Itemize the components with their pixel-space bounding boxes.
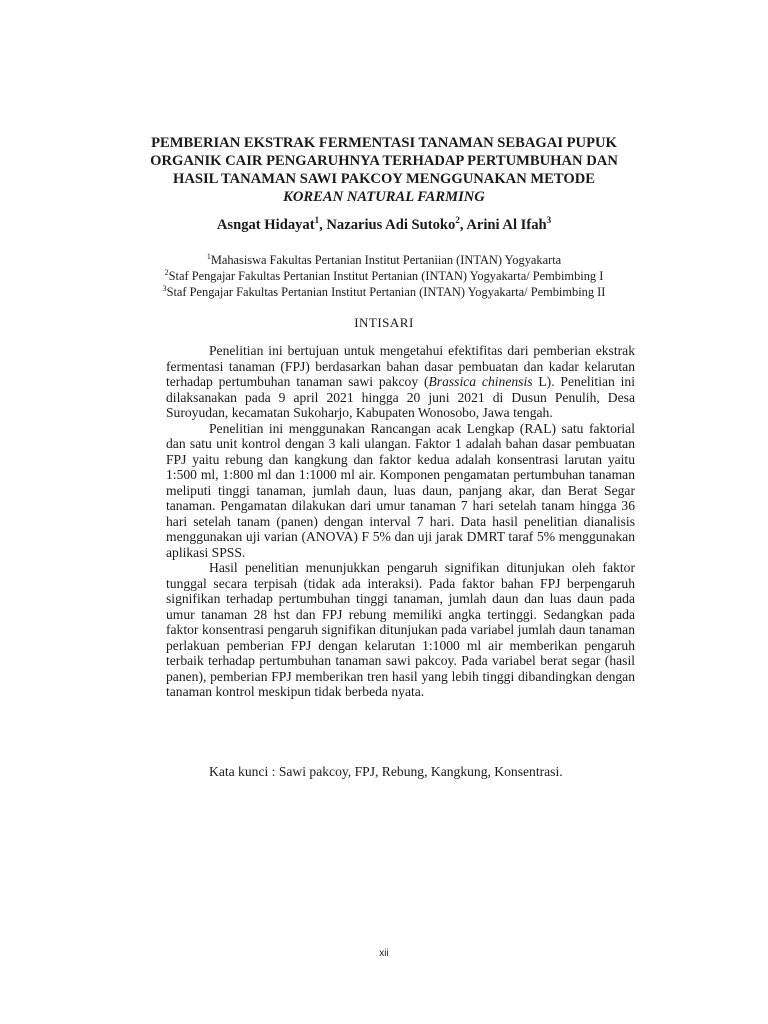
affiliation-text: Staf Pengajar Fakultas Pertanian Institut Pertanian (INTAN) Yogyakarta/ Pembimbing II	[166, 285, 606, 299]
abstract-paragraph	[166, 343, 635, 421]
abstract-text: Penelitian ini bertujuan untuk mengetahui efektifitas dari pemberian ekstrak fermentasi tanaman (FPJ) berdasarkan bahan dasar pembuatan dan kadar kelarutan terhadap pertumbuhan tanaman sawi pakcoy (	[166, 343, 635, 389]
paper-title	[150, 134, 618, 206]
species-name: Brassica chinensis	[428, 374, 533, 389]
page-number: xii	[379, 948, 389, 959]
title-line-4: KOREAN NATURAL FARMING	[283, 189, 485, 205]
title-line-3: HASIL TANAMAN SAWI PAKCOY MENGGUNAKAN METODE	[172, 171, 596, 187]
affiliation-superscript: 3	[162, 283, 167, 293]
author-name: Nazarius Adi Sutoko	[326, 217, 456, 233]
abstract-paragraph: Hasil penelitian menunjukkan pengaruh signifikan ditunjukan oleh faktor tunggal secara terpisah (tidak ada interaksi). Pada faktor bahan FPJ berpengaruh signifikan terhadap pertumbuhan tinggi tanaman, jumlah daun dan luas daun pada umur tanaman 28 hst dan FPJ rebung memiliki angka tertinggi. Sedangkan pada faktor konsentrasi pengaruh signifikan ditunjukan pada variabel jumlah daun tanaman perlakuan pemberian FPJ dengan kelarutan 1:1000 ml air memberikan pengaruh terbaik terhadap pertumbuhan tanaman sawi pakcoy. Pada variabel berat segar (hasil panen), pemberian FPJ memberikan tren hasil yang lebih tinggi dibandingkan dengan tanaman kontrol meskipun tidak berbeda nyata.	[166, 560, 635, 699]
affiliation-line	[120, 284, 648, 300]
abstract-body	[166, 343, 635, 700]
affiliation-superscript: 2	[164, 267, 169, 277]
author-separator: ,	[319, 217, 327, 233]
author-superscript: 1	[314, 215, 320, 226]
title-line-1: PEMBERIAN EKSTRAK FERMENTASI TANAMAN SEBAGAI PUPUK	[151, 135, 617, 151]
title-line-2: ORGANIK CAIR PENGARUHNYA TERHADAP PERTUMBUHAN DAN	[150, 153, 618, 169]
affiliation-list	[120, 252, 648, 300]
author-list	[150, 215, 618, 235]
abstract-paragraph: Penelitian ini menggunakan Rancangan acak Lengkap (RAL) satu faktorial dan satu unit kontrol dengan 3 kali ulangan. Faktor 1 adalah bahan dasar pembuatan FPJ yaitu rebung dan kangkung dan faktor kedua adalah konsentrasi larutan yaitu 1:500 ml, 1:800 ml dan 1:1000 ml air. Komponen pengamatan pertumbuhan tanaman meliputi tinggi tanaman, jumlah daun, luas daun, panjang akar, dan Berat Segar tanaman. Pengamatan dilakukan dari umur tanaman 7 hari setelah tanam hingga 36 hari setelah tanam (panen) dengan interval 7 hari. Data hasil penelitian dianalisis menggunakan uji varian (ANOVA) F 5% dan uji jarak DMRT taraf 5% menggunakan aplikasi SPSS.	[166, 420, 635, 560]
affiliation-superscript: 1	[206, 251, 211, 261]
affiliation-line	[120, 252, 648, 268]
author-superscript: 3	[546, 215, 552, 226]
author-separator: ,	[459, 217, 467, 233]
abstract-heading: INTISARI	[354, 315, 414, 330]
author-superscript: 2	[455, 215, 460, 226]
affiliation-line	[120, 268, 648, 284]
abstract-text: L). Penelitian ini dilaksanakan pada 9 april 2021 hingga 20 juni 2021 di Dusun Penulih, Desa Suroyudan, kecamatan Sukoharjo, Kabupaten Wonosobo, Jawa tengah.	[166, 374, 635, 420]
author-name: Asngat Hidayat	[216, 217, 315, 233]
author-name: Arini Al Ifah	[466, 217, 547, 233]
keywords-line: Kata kunci : Sawi pakcoy, FPJ, Rebung, Kangkung, Konsentrasi.	[209, 764, 563, 779]
affiliation-text: Staf Pengajar Fakultas Pertanian Institut Pertanian (INTAN) Yogyakarta/ Pembimbing I	[168, 269, 604, 283]
affiliation-text: Mahasiswa Fakultas Pertanian Institut Pertaniian (INTAN) Yogyakarta	[210, 253, 562, 267]
